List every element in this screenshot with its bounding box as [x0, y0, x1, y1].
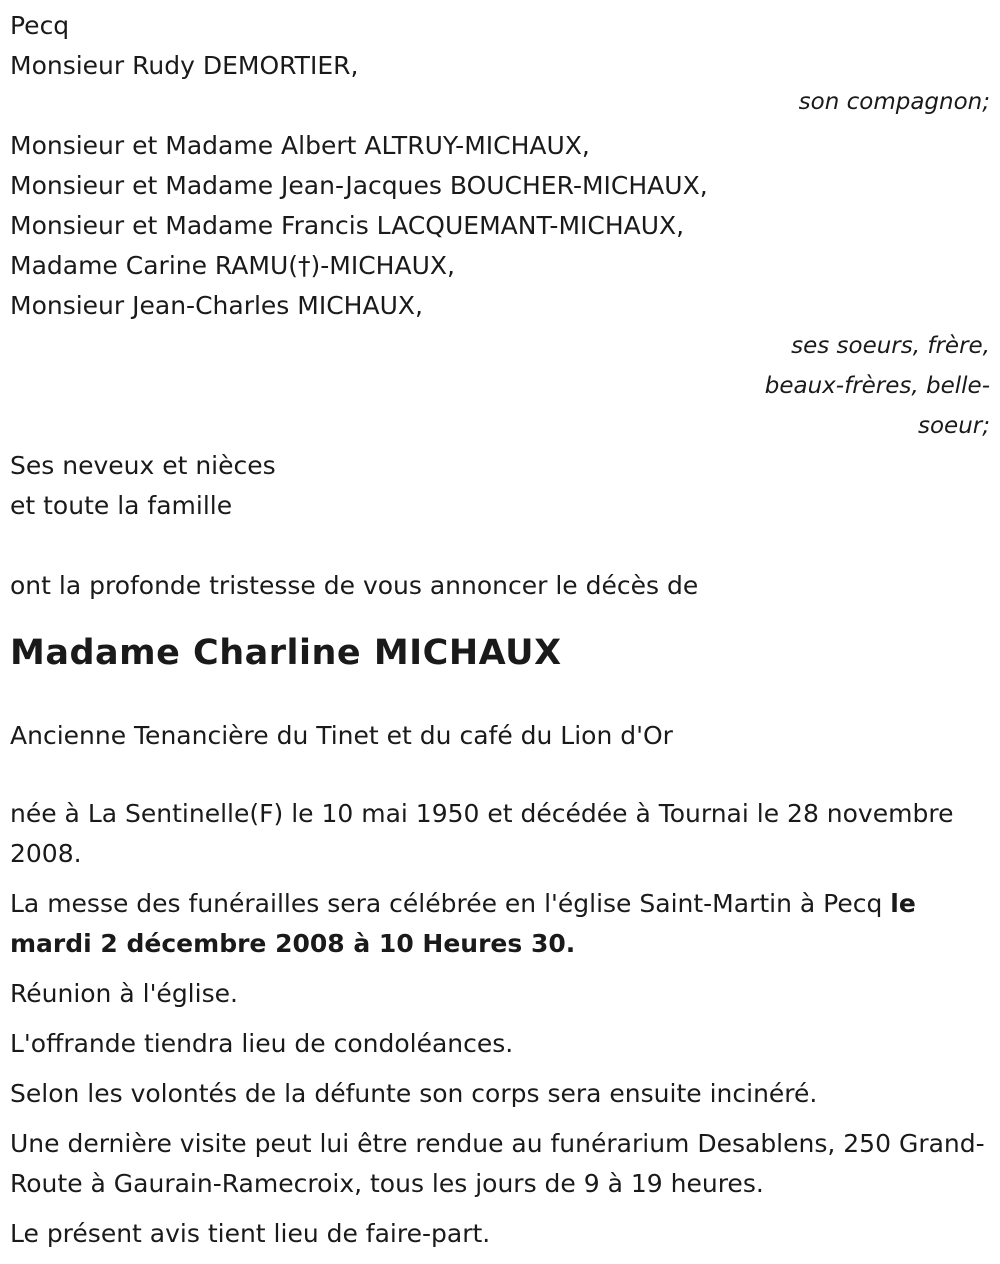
companion-name: Monsieur Rudy DEMORTIER, — [10, 51, 359, 80]
place-name: Pecq — [10, 11, 70, 40]
mass-text: La messe des funérailles sera célébrée en l'église Saint-Martin à Pecq — [10, 889, 891, 918]
visit-text: Une dernière visite peut lui être rendue au funérarium Desablens, 250 Grand-Route à Gaurain-Ramecroix, tous les jours de 9 à 19 heures. — [10, 1129, 985, 1198]
siblings-role-line: ses soeurs, frère, — [791, 333, 990, 359]
siblings-list — [10, 126, 990, 326]
family-block — [10, 446, 990, 526]
deceased-occupation: Ancienne Tenancière du Tinet et du café du Lion d'Or — [10, 721, 673, 750]
sibling-line: Madame Carine RAMU(†)-MICHAUX, — [10, 251, 455, 280]
family-line: et toute la famille — [10, 491, 233, 520]
funeral-mass — [10, 884, 990, 964]
deceased-name: Madame Charline MICHAUX — [10, 633, 562, 673]
offering-text: L'offrande tiendra lieu de condoléances. — [10, 1029, 514, 1058]
family-line: Ses neveux et nièces — [10, 451, 276, 480]
mass-date: le mardi 2 décembre 2008 à 10 Heures 30. — [10, 889, 916, 958]
cremation-text: Selon les volontés de la défunte son corps sera ensuite incinéré. — [10, 1079, 818, 1108]
obituary-notice — [10, 6, 990, 1264]
birth-death-text: née à La Sentinelle(F) le 10 mai 1950 et décédée à Tournai le 28 novembre 2008. — [10, 799, 954, 868]
sibling-line: Monsieur Jean-Charles MICHAUX, — [10, 291, 423, 320]
meeting-text: Réunion à l'église. — [10, 979, 238, 1008]
announcement-text: ont la profonde tristesse de vous annoncer le décès de — [10, 571, 699, 600]
siblings-role — [10, 326, 990, 446]
notice-text: Le présent avis tient lieu de faire-part. — [10, 1219, 491, 1248]
siblings-role-line: beaux-frères, belle- — [764, 373, 990, 399]
siblings-role-line: soeur; — [918, 413, 990, 439]
sibling-line: Monsieur et Madame Jean-Jacques BOUCHER-MICHAUX, — [10, 171, 708, 200]
sibling-line: Monsieur et Madame Albert ALTRUY-MICHAUX, — [10, 131, 590, 160]
companion-role: son compagnon; — [798, 89, 990, 115]
sibling-line: Monsieur et Madame Francis LACQUEMANT-MICHAUX, — [10, 211, 685, 240]
